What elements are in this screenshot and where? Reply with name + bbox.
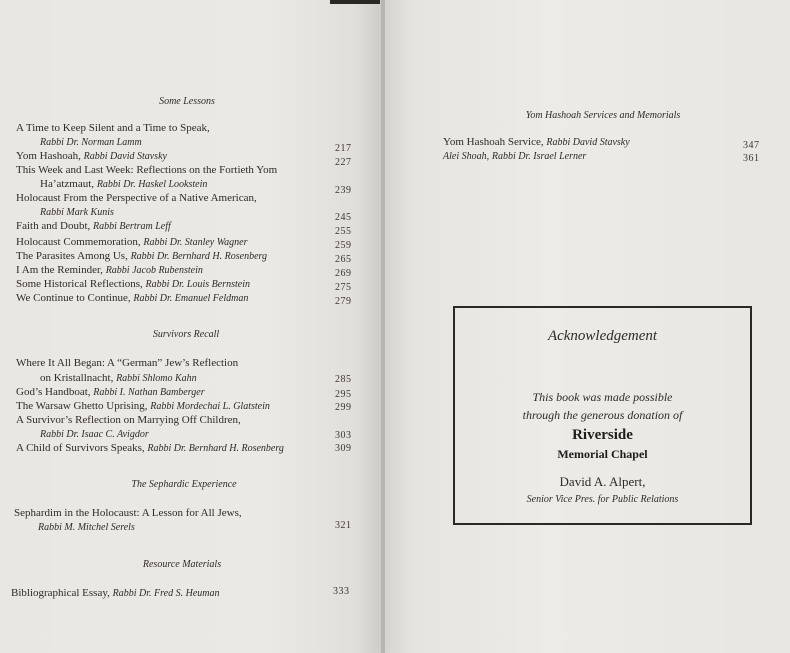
toc-page-number: 227 — [335, 157, 352, 168]
toc-entry-author: Rabbi Dr. Norman Lamm — [40, 137, 142, 148]
toc-entry-author: Rabbi Dr. Isaac C. Avigdor — [40, 429, 149, 440]
acknowledgement-text-line1: This book was made possible — [532, 390, 673, 404]
toc-entry: Yom Hashoah Service, Rabbi David Stavsky — [443, 136, 630, 148]
toc-page-number: 347 — [743, 140, 760, 151]
toc-page-number: 259 — [335, 240, 352, 251]
section-heading-resource-materials: Resource Materials — [142, 559, 222, 570]
toc-page-number: 275 — [335, 282, 352, 293]
toc-entry: The Parasites Among Us, Rabbi Dr. Bernhard H. Rosenberg — [16, 250, 268, 262]
acknowledgement-title: Acknowledgement — [547, 328, 658, 344]
toc-page-number: 295 — [335, 389, 352, 400]
toc-page-number: 279 — [335, 296, 352, 307]
toc-entry: Ha’atzmaut, Rabbi Dr. Haskel Lookstein — [40, 178, 208, 190]
acknowledgement-box — [453, 306, 752, 525]
section-heading-sephardic-experience: The Sephardic Experience — [131, 479, 237, 490]
toc-page-number: 245 — [335, 212, 352, 223]
toc-entry: I Am the Reminder, Rabbi Jacob Rubenstein — [16, 264, 203, 276]
toc-page-number: 303 — [335, 430, 352, 441]
section-heading-survivors-recall: Survivors Recall — [152, 329, 220, 340]
toc-entry-title: This Week and Last Week: Reflections on the Fortieth Yom — [16, 164, 278, 176]
toc-page-number: 309 — [335, 443, 352, 454]
toc-entry-title: Holocaust From the Perspective of a Native American, — [16, 192, 257, 204]
toc-entry: The Warsaw Ghetto Uprising, Rabbi Mordechai L. Glatstein — [16, 400, 270, 412]
toc-entry-title: A Survivor’s Reflection on Marrying Off Children, — [16, 414, 241, 426]
left-page — [0, 0, 381, 653]
toc-entry-title: Sephardim in the Holocaust: A Lesson for All Jews, — [14, 507, 242, 519]
toc-entry: on Kristallnacht, Rabbi Shlomo Kahn — [40, 372, 197, 384]
contact-role: Senior Vice Pres. for Public Relations — [526, 494, 679, 505]
acknowledgement-text-line2: through the generous donation of — [522, 408, 683, 422]
toc-page-number: 321 — [335, 520, 352, 531]
toc-entry-title: A Time to Keep Silent and a Time to Speak, — [16, 122, 210, 134]
toc-page-number: 299 — [335, 402, 352, 413]
toc-entry: We Continue to Continue, Rabbi Dr. Emanuel Feldman — [16, 292, 249, 304]
toc-page-number: 255 — [335, 226, 352, 237]
section-heading-some-lessons: Some Lessons — [159, 96, 215, 107]
donor-name: Riverside — [572, 427, 633, 443]
toc-page-number: 269 — [335, 268, 352, 279]
toc-entry: Alei Shoah, Rabbi Dr. Israel Lerner — [443, 151, 587, 162]
donor-name-line2: Memorial Chapel — [557, 447, 648, 461]
section-heading-yom-hashoah-services: Yom Hashoah Services and Memorials — [525, 110, 681, 121]
book-spine-edge — [330, 0, 380, 4]
toc-entry-author: Rabbi M. Mitchel Serels — [38, 522, 135, 533]
toc-page-number: 285 — [335, 374, 352, 385]
toc-entry: Some Historical Reflections, Rabbi Dr. Louis Bernstein — [16, 278, 250, 290]
toc-page-number: 265 — [335, 254, 352, 265]
toc-page-number: 217 — [335, 143, 352, 154]
toc-entry: God’s Handboat, Rabbi I. Nathan Bamberger — [16, 386, 205, 398]
toc-page-number: 333 — [333, 586, 350, 597]
toc-entry: Bibliographical Essay, Rabbi Dr. Fred S. Heuman — [11, 587, 220, 599]
toc-entry: Yom Hashoah, Rabbi David Stavsky — [16, 150, 167, 162]
toc-page-number: 361 — [743, 153, 760, 164]
toc-entry: A Child of Survivors Speaks, Rabbi Dr. Bernhard H. Rosenberg — [16, 442, 284, 454]
toc-entry: Holocaust Commemoration, Rabbi Dr. Stanley Wagner — [16, 236, 248, 248]
toc-entry-title: Where It All Began: A “German” Jew’s Reflection — [16, 357, 239, 369]
toc-entry-author: Rabbi Mark Kunis — [40, 207, 114, 218]
contact-person: David A. Alpert, — [559, 474, 646, 489]
toc-page-number: 239 — [335, 185, 352, 196]
toc-entry: Faith and Doubt, Rabbi Bertram Leff — [16, 220, 171, 232]
